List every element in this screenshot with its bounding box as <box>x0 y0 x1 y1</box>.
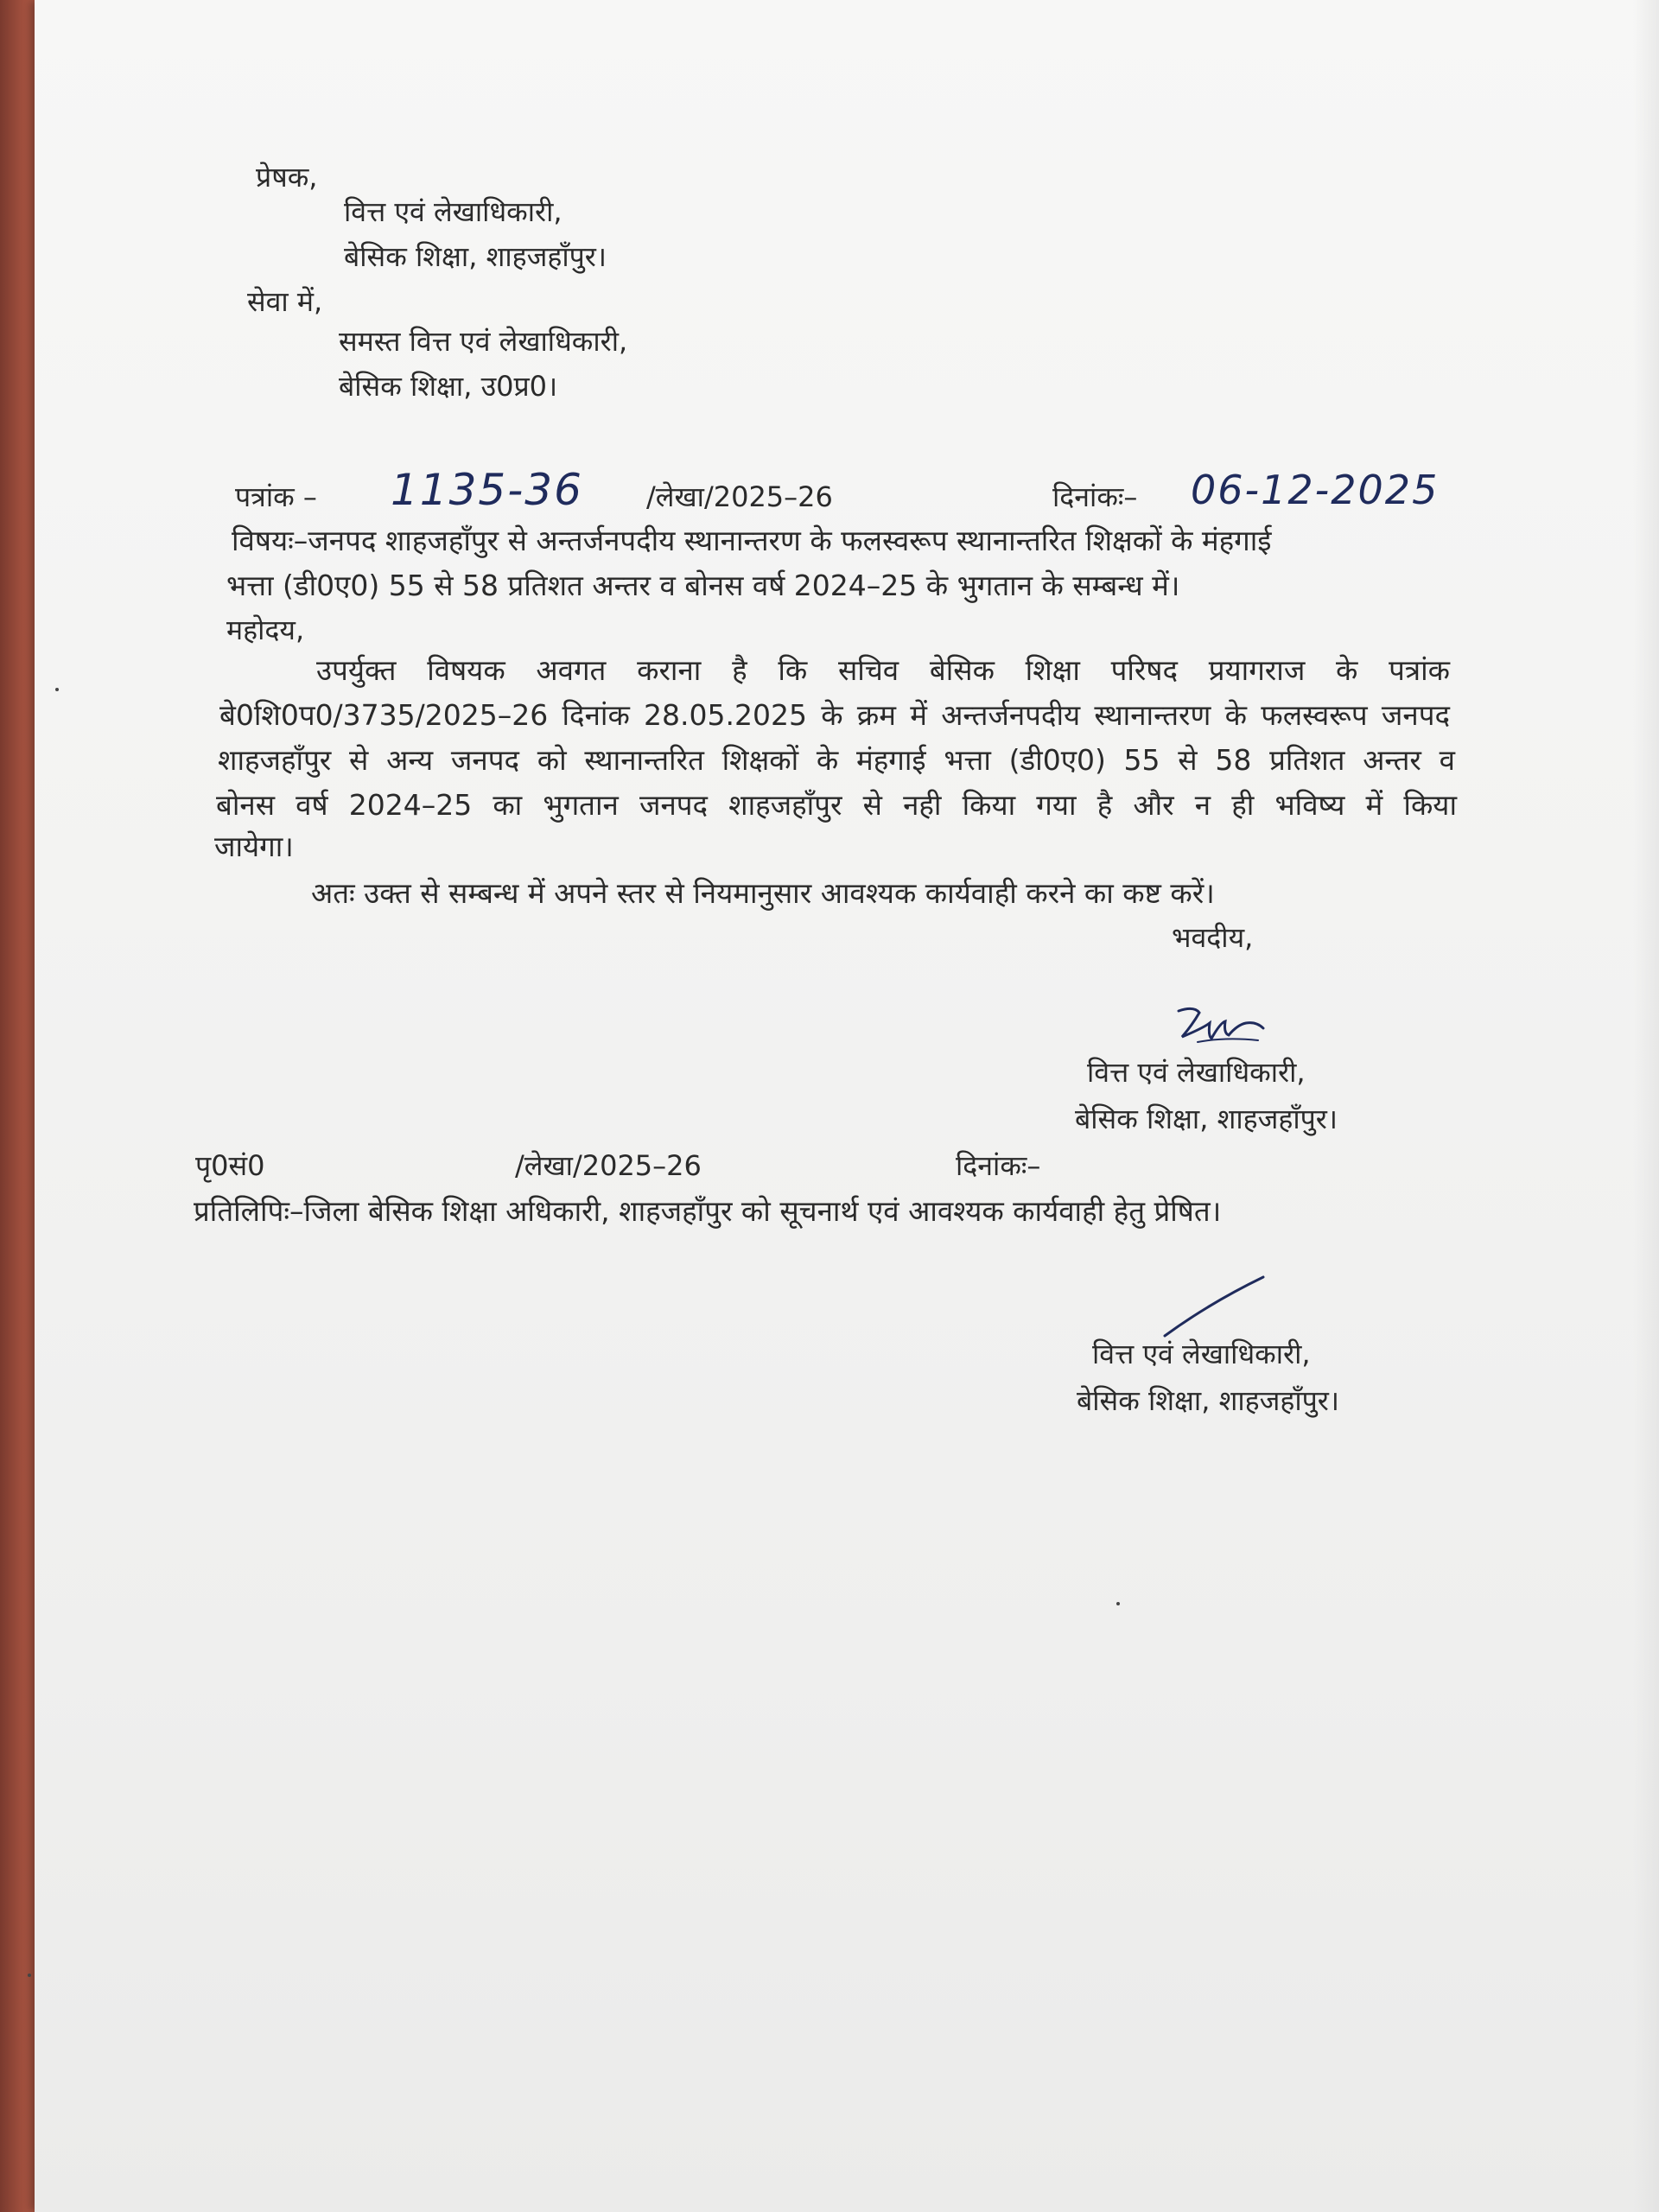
paper-speck <box>1116 1602 1120 1605</box>
date-label: दिनांकः– <box>1052 480 1138 513</box>
paper-speck <box>28 1974 31 1977</box>
body-request: अतः उक्त से सम्बन्ध में अपने स्तर से नियमानुसार आवश्यक कार्यवाही करने का कष्ट करें। <box>311 876 1215 910</box>
signer-office: बेसिक शिक्षा, शाहजहाँपुर। <box>1075 1103 1338 1135</box>
initial-stroke <box>1158 1272 1270 1341</box>
sender-office: बेसिक शिक्षा, शाहजहाँपुर। <box>344 240 607 273</box>
body-line-1: उपर्युक्त विषयक अवगत कराना है कि सचिव बेसिक शिक्षा परिषद प्रयागराज के पत्रांक <box>316 653 1450 687</box>
letter-number-suffix: /लेखा/2025–26 <box>646 480 833 513</box>
signature-mark <box>1173 1002 1268 1051</box>
subject-line-1: विषयः–जनपद शाहजहाँपुर से अन्तर्जनपदीय स्थानान्तरण के फलस्वरूप स्थानान्तरित शिक्षकों के मंहगाई <box>232 524 1272 557</box>
closing-yours: भवदीय, <box>1172 921 1254 954</box>
copy-to-text: प्रतिलिपिः–जिला बेसिक शिक्षा अधिकारी, शाहजहाँपुर को सूचनार्थ एवं आवश्यक कार्यवाही हेतु प्रेषित। <box>194 1194 1222 1228</box>
subject-line-2: भत्ता (डी0ए0) 55 से 58 प्रतिशत अन्तर व बोनस वर्ष 2024–25 के भुगतान के सम्बन्ध में। <box>226 569 1180 602</box>
sender-designation: वित्त एवं लेखाधिकारी, <box>344 195 563 228</box>
recipient-office: बेसिक शिक्षा, उ0प्र0। <box>339 370 558 403</box>
recipient-heading: सेवा में, <box>247 285 323 318</box>
endorsement-number-label: पृ0सं0 <box>195 1149 265 1182</box>
endorsement-date-label: दिनांकः– <box>956 1149 1041 1182</box>
endorsement-signer-designation: वित्त एवं लेखाधिकारी, <box>1092 1338 1311 1370</box>
paper-speck <box>55 688 59 691</box>
body-line-5: जायेगा। <box>214 830 294 863</box>
endorsement-number-suffix: /लेखा/2025–26 <box>515 1149 702 1182</box>
letter-number-handwritten: 1135-36 <box>391 465 583 515</box>
date-handwritten: 06-12-2025 <box>1191 467 1440 513</box>
endorsement-signer-office: बेसिक शिक्षा, शाहजहाँपुर। <box>1077 1384 1340 1417</box>
letter-number-label: पत्रांक – <box>235 480 317 513</box>
body-line-4: बोनस वर्ष 2024–25 का भुगतान जनपद शाहजहाँपुर से नही किया गया है और न ही भविष्य में किया <box>216 788 1457 822</box>
salutation: महोदय, <box>226 613 305 646</box>
recipient-designation: समस्त वित्त एवं लेखाधिकारी, <box>339 325 628 358</box>
body-line-2: बे0शि0प0/3735/2025–26 दिनांक 28.05.2025 के क्रम में अन्तर्जनपदीय स्थानान्तरण के फलस्वरूप जनपद <box>219 698 1450 732</box>
body-line-3: शाहजहाँपुर से अन्य जनपद को स्थानान्तरित शिक्षकों के मंहगाई भत्ता (डी0ए0) 55 से 58 प्रतिशत अन्तर व <box>218 743 1455 777</box>
signer-designation: वित्त एवं लेखाधिकारी, <box>1087 1056 1306 1089</box>
sender-heading: प्रेषक, <box>256 161 318 194</box>
